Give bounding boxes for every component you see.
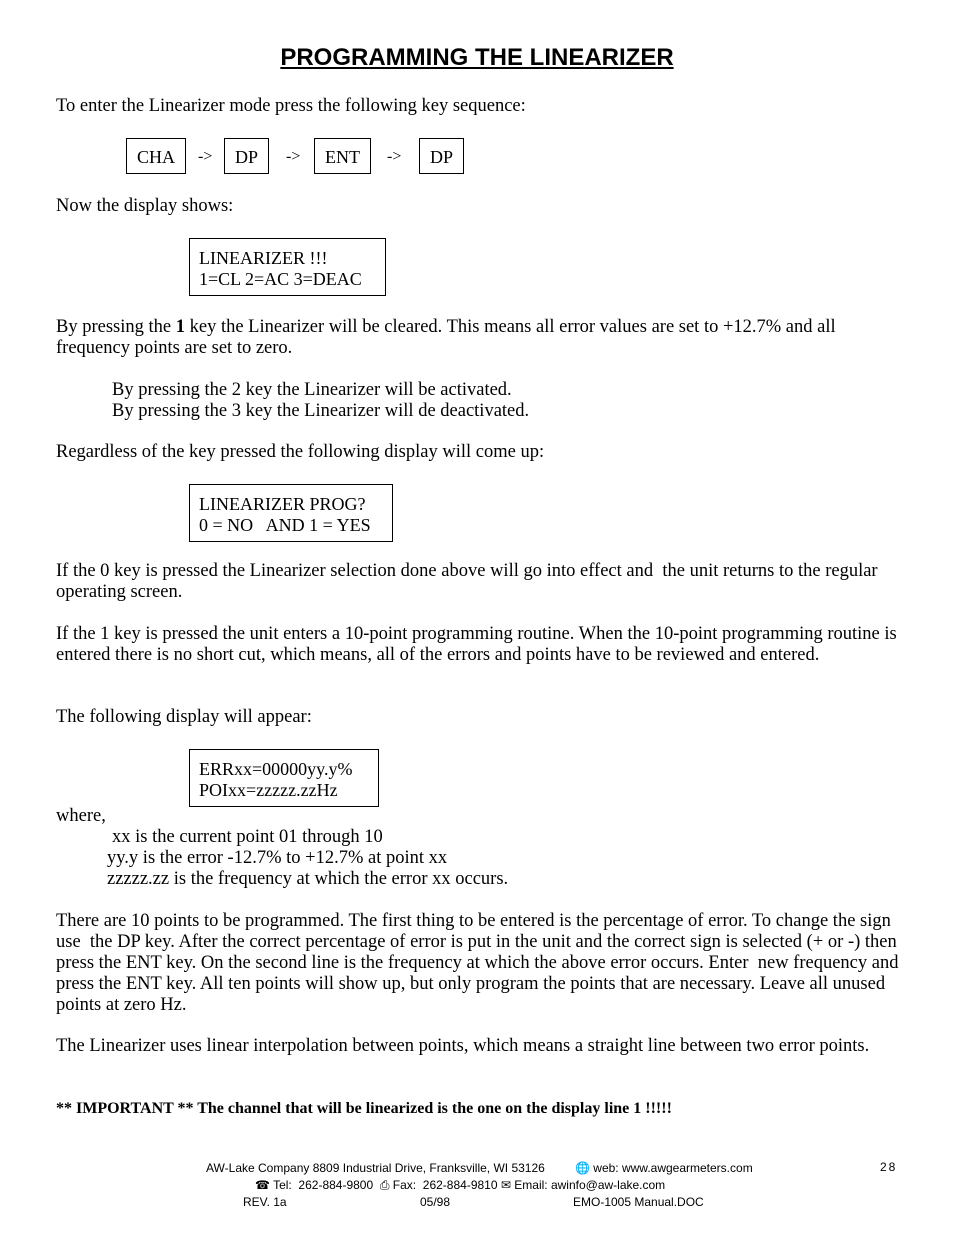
footer-company: AW-Lake Company 8809 Industrial Drive, Franksville, WI 53126 — [206, 1161, 545, 1175]
display-box-err — [189, 749, 379, 807]
following-display-text: The following display will appear: — [56, 707, 312, 727]
key1-routine-paragraph: If the 1 key is pressed the unit enters a 10-point programming routine. When the 10-point programming routine is entered there is no short cut, which means, all of the errors and points have to be reviewed and entered. — [56, 624, 902, 665]
key1-paragraph — [56, 317, 901, 359]
display-line-1: LINEARIZER !!! — [199, 248, 328, 268]
email-icon: ✉ — [500, 1178, 511, 1192]
page-number: 28 — [880, 1160, 898, 1174]
globe-icon: 🌐 — [575, 1161, 590, 1175]
regardless-text: Regardless of the key pressed the following display will come up: — [56, 442, 545, 462]
footer-contact-line — [255, 1178, 665, 1193]
display-line-2: 1=CL 2=AC 3=DEAC — [199, 269, 362, 289]
fax-icon: ⎙ — [379, 1178, 390, 1192]
arrow-3: -> — [387, 148, 402, 165]
page-title: PROGRAMMING THE LINEARIZER — [280, 44, 674, 71]
key0-paragraph: If the 0 key is pressed the Linearizer selection done above will go into effect and the unit returns to the regular operating screen. — [56, 561, 883, 602]
display-box-prog — [189, 484, 393, 542]
where-item-yy: yy.y is the error -12.7% to +12.7% at point xx — [107, 848, 448, 868]
key-dp: DP — [224, 138, 269, 174]
phone-icon: ☎ — [255, 1178, 270, 1192]
footer-web: web: www.awgearmeters.com — [593, 1161, 753, 1175]
display-shows-text: Now the display shows: — [56, 196, 234, 216]
display-line-1: LINEARIZER PROG? — [199, 494, 366, 514]
key1-bold: 1 — [175, 317, 185, 337]
display-line-1: ERRxx=00000yy.y% — [199, 759, 353, 779]
footer-web-line — [575, 1161, 753, 1175]
key1-text-before: By pressing the — [56, 317, 176, 337]
key-ent: ENT — [314, 138, 371, 174]
where-item-zz: zzzzz.zz is the frequency at which the error xx occurs. — [107, 869, 509, 889]
display-line-2: 0 = NO AND 1 = YES — [199, 515, 371, 535]
important-note: ** IMPORTANT ** The channel that will be linearized is the one on the display line 1 !!!!! — [56, 1100, 672, 1117]
where-label: where, — [56, 806, 106, 826]
intro-text: To enter the Linearizer mode press the following key sequence: — [56, 96, 526, 116]
interpolation-paragraph: The Linearizer uses linear interpolation between points, which means a straight line between two error points. — [56, 1036, 870, 1056]
key3-text: By pressing the 3 key the Linearizer will de deactivated. — [112, 401, 530, 421]
key-cha: CHA — [126, 138, 186, 174]
arrow-1: -> — [198, 148, 213, 165]
footer-fax: Fax: 262-884-9810 — [392, 1178, 498, 1192]
footer-email: Email: awinfo@aw-lake.com — [514, 1178, 666, 1192]
points-paragraph: There are 10 points to be programmed. The first thing to be entered is the percentage of error. To change the sign use the DP key. After the correct percentage of error is put in the unit and the correct sign is selected (+ or -) then press the ENT key. On the second line is the frequency at which the above error occurs. Enter new frequency and press the ENT key. All ten points will show up, but only program the points that are necessary. Leave all unused points at zero Hz. — [56, 911, 904, 1015]
footer-rev: REV. 1a — [243, 1195, 287, 1209]
arrow-2: -> — [286, 148, 301, 165]
footer-tel: Tel: 262-884-9800 — [273, 1178, 374, 1192]
where-item-xx: xx is the current point 01 through 10 — [112, 827, 383, 847]
key1-text-after: key the Linearizer will be cleared. This means all error values are set to +12.7% and all frequency points are set to zero. — [56, 317, 841, 358]
footer-date: 05/98 — [420, 1195, 451, 1209]
display-box-linearizer — [189, 238, 386, 296]
footer-doc: EMO-1005 Manual.DOC — [573, 1195, 704, 1209]
display-line-2: POIxx=zzzzz.zzHz — [199, 780, 338, 800]
key-dp-2: DP — [419, 138, 464, 174]
key2-text: By pressing the 2 key the Linearizer will be activated. — [112, 380, 512, 400]
